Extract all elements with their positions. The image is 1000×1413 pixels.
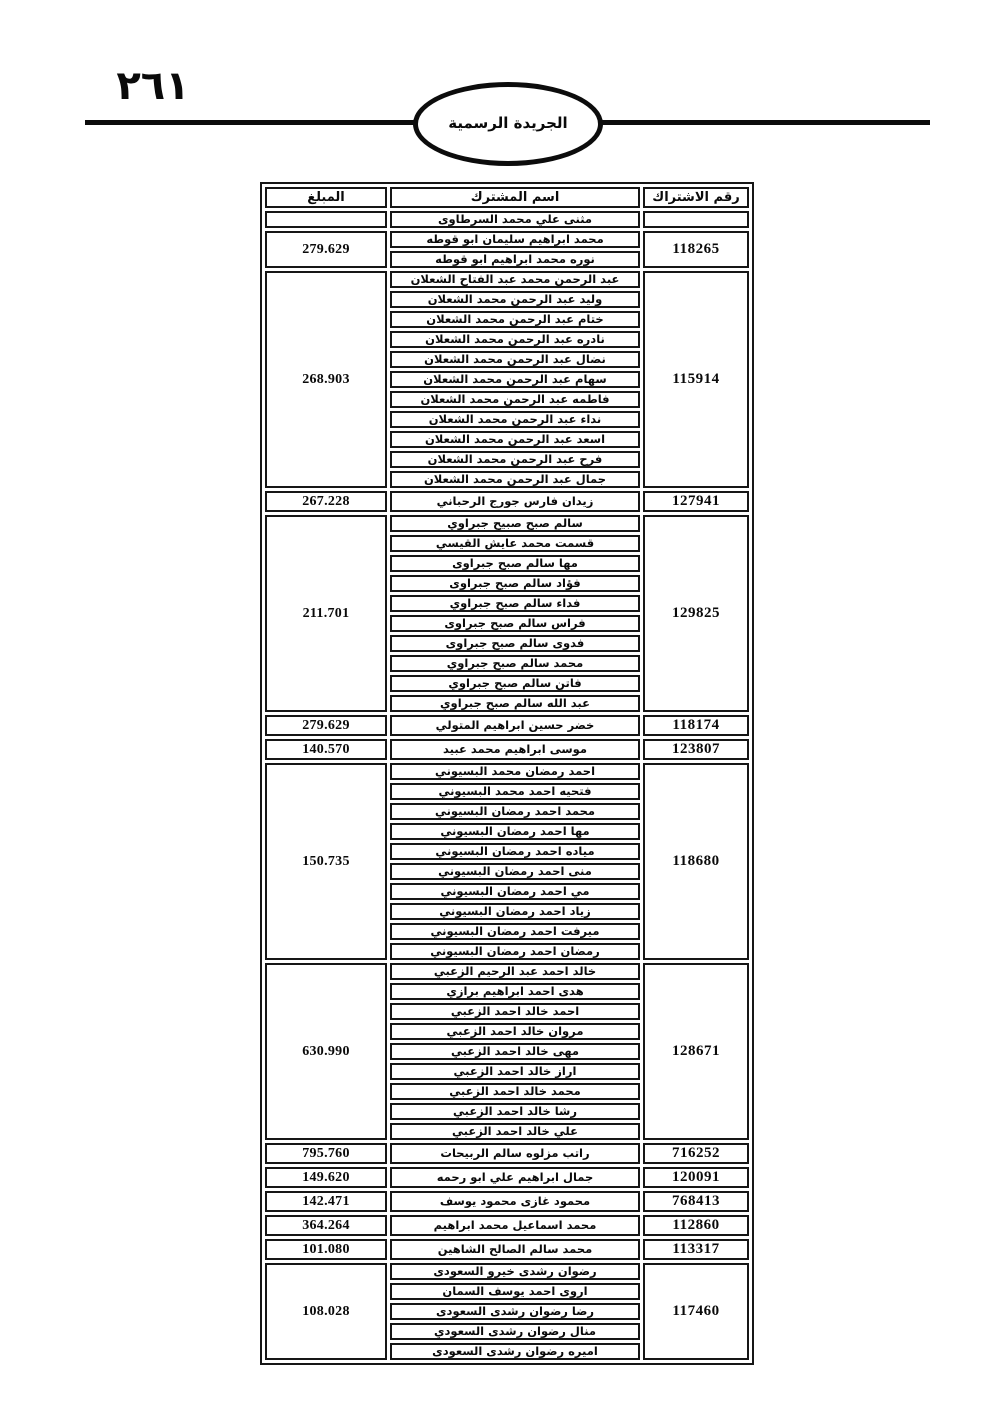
subscription-number-cell: 118174 <box>643 715 749 736</box>
table-row <box>265 739 749 760</box>
subscriber-name-cell: جمال عبد الرحمن محمد الشعلان <box>390 471 640 488</box>
subscriber-name-cell: خضر حسين ابراهيم المتولي <box>390 715 640 736</box>
table-header-row <box>265 187 749 208</box>
subscription-number-cell <box>643 211 749 228</box>
subscriber-name-cell: وليد عبد الرحمن محمد الشعلان <box>390 291 640 308</box>
subscriber-name-cell: نادره عبد الرحمن محمد الشعلان <box>390 331 640 348</box>
amount-cell: 142.471 <box>265 1191 387 1212</box>
subscriber-name-cell: رمضان احمد رمضان البسيوني <box>390 943 640 960</box>
gazette-title: الجريدة الرسمية <box>448 114 568 132</box>
subscriber-name-cell: فاطمه عبد الرحمن محمد الشعلان <box>390 391 640 408</box>
subscriber-name-cell: زياد احمد رمضان البسيوني <box>390 903 640 920</box>
subscriber-name-cell: مثنى علي محمد السرطاوى <box>390 211 640 228</box>
subscription-number-cell: 129825 <box>643 515 749 712</box>
subscription-number-cell: 118680 <box>643 763 749 960</box>
table-row <box>265 763 749 780</box>
subscriber-name-cell: منى احمد رمضان البسيوني <box>390 863 640 880</box>
amount-cell: 267.228 <box>265 491 387 512</box>
subscriber-name-cell: مياده احمد رمضان البسيوني <box>390 843 640 860</box>
subscriber-name-cell: نوره محمد ابراهيم ابو قوطه <box>390 251 640 268</box>
subscription-number-cell: 716252 <box>643 1143 749 1164</box>
subscriber-name-cell: محمد سالم صبح جبراوي <box>390 655 640 672</box>
subscriber-name-cell: سالم صبح صبيح جبراوي <box>390 515 640 532</box>
subscriber-name-cell: راتب مزلوه سالم الربيحات <box>390 1143 640 1164</box>
amount-cell: 150.735 <box>265 763 387 960</box>
subscribers-table <box>260 182 754 1365</box>
subscriber-name-cell: محمد اسماعيل محمد ابراهيم <box>390 1215 640 1236</box>
table-row <box>265 491 749 512</box>
amount-cell: 795.760 <box>265 1143 387 1164</box>
col-header-subscription-number: رقم الاشتراك <box>643 187 749 208</box>
subscription-number-cell: 118265 <box>643 231 749 268</box>
subscriber-name-cell: فداء سالم صبح جبراوي <box>390 595 640 612</box>
subscriber-name-cell: موسى ابراهيم محمد عبيد <box>390 739 640 760</box>
table-body <box>265 211 749 1360</box>
subscriber-name-cell: هدى احمد ابراهيم برازي <box>390 983 640 1000</box>
subscriber-name-cell: محمد ابراهيم سليمان ابو قوطه <box>390 231 640 248</box>
subscriber-name-cell: محمد خالد احمد الزعبي <box>390 1083 640 1100</box>
amount-cell: 211.701 <box>265 515 387 712</box>
subscriber-name-cell: اميره رضوان رشدى السعودى <box>390 1343 640 1360</box>
subscriber-name-cell: اراز خالد احمد الزعبي <box>390 1063 640 1080</box>
table-row <box>265 1167 749 1188</box>
subscription-number-cell: 113317 <box>643 1239 749 1260</box>
subscriber-name-cell: قسمت محمد عايش القيسي <box>390 535 640 552</box>
amount-cell: 279.629 <box>265 231 387 268</box>
table-row <box>265 231 749 248</box>
table-row <box>265 211 749 228</box>
subscriber-name-cell: محمد سالم الصالح الشاهين <box>390 1239 640 1260</box>
table-row <box>265 1239 749 1260</box>
amount-cell: 101.080 <box>265 1239 387 1260</box>
subscriber-name-cell: مي احمد رمضان البسيوني <box>390 883 640 900</box>
table-row <box>265 1215 749 1236</box>
subscriber-name-cell: رضا رضوان رشدى السعودى <box>390 1303 640 1320</box>
subscriber-name-cell: علي خالد احمد الزعبي <box>390 1123 640 1140</box>
page-number: ٢٦١ <box>116 63 190 109</box>
subscriber-name-cell: مها سالم صبح جبراوى <box>390 555 640 572</box>
amount-cell: 630.990 <box>265 963 387 1140</box>
subscriber-name-cell: رضوان رشدى خيرو السعودى <box>390 1263 640 1280</box>
amount-cell: 268.903 <box>265 271 387 488</box>
subscription-number-cell: 128671 <box>643 963 749 1140</box>
amount-cell: 140.570 <box>265 739 387 760</box>
subscriber-name-cell: ميرفت احمد رمضان البسيوني <box>390 923 640 940</box>
table-row <box>265 515 749 532</box>
table-row <box>265 271 749 288</box>
subscribers-table-wrap <box>260 182 754 1365</box>
subscription-number-cell: 127941 <box>643 491 749 512</box>
subscriber-name-cell: فرح عبد الرحمن محمد الشعلان <box>390 451 640 468</box>
subscriber-name-cell: اروى احمد يوسف السمان <box>390 1283 640 1300</box>
subscriber-name-cell: احمد خالد احمد الزعبي <box>390 1003 640 1020</box>
subscriber-name-cell: محمود غازى محمود يوسف <box>390 1191 640 1212</box>
subscription-number-cell: 112860 <box>643 1215 749 1236</box>
subscriber-name-cell: فتحيه احمد محمد البسيوني <box>390 783 640 800</box>
table-row <box>265 963 749 980</box>
subscription-number-cell: 120091 <box>643 1167 749 1188</box>
subscription-number-cell: 768413 <box>643 1191 749 1212</box>
amount-cell: 364.264 <box>265 1215 387 1236</box>
subscriber-name-cell: جمال ابراهيم علي ابو رحمه <box>390 1167 640 1188</box>
subscriber-name-cell: عبد الرحمن محمد عبد الفتاح الشعلان <box>390 271 640 288</box>
amount-cell: 108.028 <box>265 1263 387 1360</box>
subscriber-name-cell: فاتن سالم صبح جبراوي <box>390 675 640 692</box>
subscriber-name-cell: منال رضوان رشدى السعودي <box>390 1323 640 1340</box>
subscription-number-cell: 117460 <box>643 1263 749 1360</box>
subscriber-name-cell: مروان خالد احمد الزعبي <box>390 1023 640 1040</box>
subscriber-name-cell: رشا خالد احمد الزعبي <box>390 1103 640 1120</box>
subscriber-name-cell: مهى خالد احمد الزعبي <box>390 1043 640 1060</box>
subscriber-name-cell: نداء عبد الرحمن محمد الشعلان <box>390 411 640 428</box>
subscriber-name-cell: فدوى سالم صبح جبراوى <box>390 635 640 652</box>
subscriber-name-cell: فراس سالم صبح جبراوى <box>390 615 640 632</box>
subscriber-name-cell: زيدان فارس جورج الرحباني <box>390 491 640 512</box>
subscriber-name-cell: فؤاد سالم صبح جبراوى <box>390 575 640 592</box>
subscriber-name-cell: احمد رمضان محمد البسيوني <box>390 763 640 780</box>
amount-cell: 149.620 <box>265 1167 387 1188</box>
subscriber-name-cell: عبد الله سالم صبح جبراوي <box>390 695 640 712</box>
gazette-badge <box>413 82 603 166</box>
amount-cell <box>265 211 387 228</box>
col-header-subscriber-name: اسم المشترك <box>390 187 640 208</box>
subscription-number-cell: 123807 <box>643 739 749 760</box>
subscriber-name-cell: نضال عبد الرحمن محمد الشعلان <box>390 351 640 368</box>
col-header-amount: المبلغ <box>265 187 387 208</box>
table-row <box>265 1143 749 1164</box>
subscriber-name-cell: محمد احمد رمضان البسيوني <box>390 803 640 820</box>
subscriber-name-cell: اسعد عبد الرحمن محمد الشعلان <box>390 431 640 448</box>
subscriber-name-cell: خالد احمد عبد الرحيم الزعبي <box>390 963 640 980</box>
table-row <box>265 1263 749 1280</box>
subscriber-name-cell: ختام عبد الرحمن محمد الشعلان <box>390 311 640 328</box>
table-row <box>265 715 749 736</box>
amount-cell: 279.629 <box>265 715 387 736</box>
subscription-number-cell: 115914 <box>643 271 749 488</box>
subscriber-name-cell: مها احمد رمضان البسيوني <box>390 823 640 840</box>
subscriber-name-cell: سهام عبد الرحمن محمد الشعلان <box>390 371 640 388</box>
table-row <box>265 1191 749 1212</box>
